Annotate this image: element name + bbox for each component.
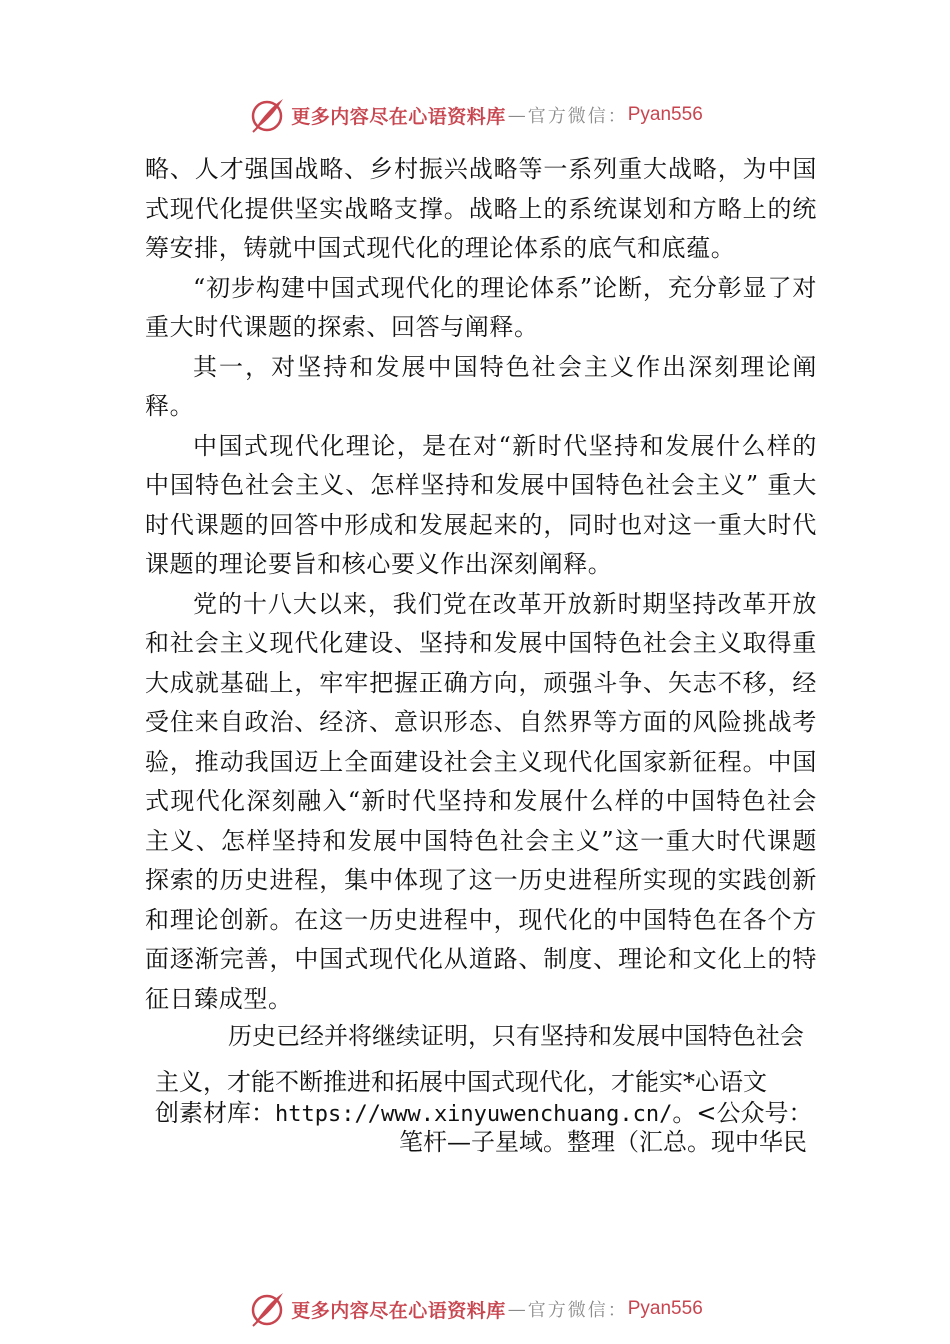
tail-line-4: 笔杆—子星域。整理（汇总。现中华民 — [399, 1128, 807, 1156]
footer-watermark-banner — [0, 1287, 950, 1331]
source-url-link[interactable]: https://www.xinyuwenchuang.cn/ — [275, 1102, 673, 1127]
brand-text: 更多内容尽在心语资料库 — [291, 1299, 506, 1322]
document-body — [145, 150, 817, 1019]
paragraph-1: 略、人才强国战略、乡村振兴战略等一系列重大战略，为中国式现代化提供坚实战略支撑。战略上的系统谋划和方略上的统筹安排，铸就中国式现代化的理论体系的底气和底蕴。 — [145, 155, 817, 262]
tail-line-3-prefix: 创素材库： — [155, 1099, 275, 1127]
tail-line-3-suffix: 。<公众号： — [672, 1099, 813, 1127]
wechat-label: 官方微信： — [527, 1300, 628, 1321]
brand-text: 更多内容尽在心语资料库 — [291, 105, 506, 128]
banner-dash: — — [507, 104, 526, 126]
quill-pen-logo-icon — [247, 95, 287, 135]
wechat-label: 官方微信： — [527, 106, 628, 127]
banner-dash: — — [507, 1298, 526, 1320]
header-watermark-banner — [0, 93, 950, 137]
paragraph-4: 中国式现代化理论，是在对“新时代坚持和发展什么样的中国特色社会主义、怎样坚持和发展中国特色社会主义” 重大时代课题的回答中形成和发展起来的，同时也对这一重大时代课题的理论要旨和核心要义作出深刻阐释。 — [145, 431, 817, 578]
quill-pen-logo-icon — [247, 1289, 287, 1329]
wechat-id: Pyan556 — [627, 104, 703, 125]
wechat-id: Pyan556 — [627, 1298, 703, 1319]
paragraph-5: 党的十八大以来，我们党在改革开放新时期坚持改革开放和社会主义现代化建设、坚持和发展中国特色社会主义取得重大成就基础上，牢牢把握正确方向，顽强斗争、矢志不移，经受住来自政治、经济、意识形态、自然界等方面的风险挑战考验，推动我国迈上全面建设社会主义现代化国家新征程。中国式现代化深刻融入“新时代坚持和发展什么样的中国特色社会主义、怎样坚持和发展中国特色社会主义”这一重大时代课题探索的历史进程，集中体现了这一历史进程所实现的实践创新和理论创新。在这一历史进程中，现代化的中国特色在各个方面逐渐完善，中国式现代化从道路、制度、理论和文化上的特征日臻成型。 — [145, 589, 817, 1013]
paragraph-2: “初步构建中国式现代化的理论体系”论断，充分彰显了对重大时代课题的探索、回答与阐释。 — [145, 273, 817, 341]
tail-line-2: 主义，才能不断推进和拓展中国式现代化，才能实*心语文 — [155, 1068, 767, 1096]
paragraph-3: 其一，对坚持和发展中国特色社会主义作出深刻理论阐释。 — [145, 352, 817, 420]
tail-line-1: 历史已经并将继续证明，只有坚持和发展中国特色社会 — [228, 1022, 804, 1050]
